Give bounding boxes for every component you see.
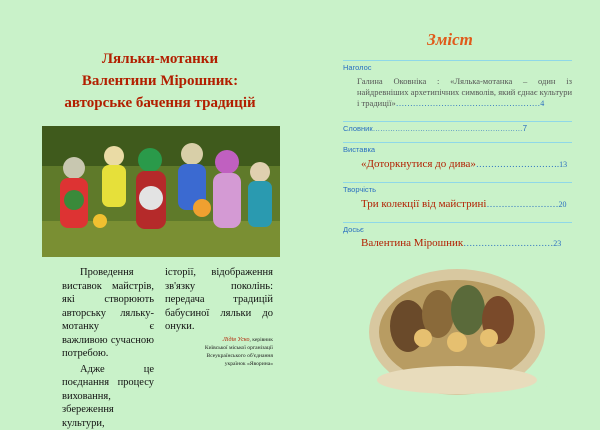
toc-entry[interactable] [343, 199, 572, 210]
toc-section-emphasis[interactable] [343, 60, 572, 109]
signature-block [165, 336, 273, 368]
entry-page: 20 [558, 200, 566, 209]
entry-text: Галина Оковніка : «Лялька-мотанка – один із найдревніших архетипічних символів, який єднає культури і традиції» [357, 76, 572, 108]
paragraph-3: історії, відображення зв'язку поколінь: передача традицій бабусиної ляльки до онуки. [165, 266, 273, 334]
section-label: Творчість [343, 185, 572, 194]
text-column-2 [165, 266, 273, 334]
title-line-2: Валентини Мірошник: [40, 70, 280, 92]
title-line-3: авторське бачення традицій [40, 92, 280, 114]
section-label: Словник [343, 124, 373, 133]
toc-entry[interactable] [343, 124, 572, 133]
title-line-1: Ляльки-мотанки [40, 48, 280, 70]
toc-entry[interactable] [343, 76, 572, 109]
entry-text: Валентина Мірошник [361, 237, 463, 249]
left-page [0, 0, 300, 424]
entry-text: «Доторкнутися до дива» [361, 158, 476, 170]
text-column-1 [62, 266, 154, 430]
right-page [300, 0, 600, 424]
entry-dots: ………………………. [476, 159, 559, 169]
paragraph-1: Проведення виставок майстрів, які створюють авторську ляльку-мотанку є важливою сучасною потребою. [62, 266, 154, 361]
toc-section-creativity[interactable] [343, 182, 572, 210]
entry-dots: …………………………………………………… [373, 124, 523, 133]
entry-page: 13 [559, 160, 567, 169]
entry-page: 7 [523, 124, 527, 133]
article-title [40, 48, 280, 114]
signature-role: , керівник [249, 337, 273, 343]
entry-text: Три колекції від майстрині [361, 198, 486, 210]
signature-org-3: українок «Яворина» [165, 360, 273, 368]
signature-org-2: Всеукраїнського об'єднання [165, 352, 273, 360]
entry-dots: ………………………… [463, 238, 553, 248]
toc-section-exhibition[interactable] [343, 142, 572, 170]
toc-section-dossier[interactable] [343, 222, 572, 249]
signature-name: Лідія Уско [223, 337, 250, 343]
section-label: Виставка [343, 145, 572, 154]
toc-entry[interactable] [343, 159, 572, 170]
signature-org-1: Київської міської організації [165, 344, 273, 352]
toc-entry[interactable] [343, 238, 572, 249]
entry-page: 23 [553, 239, 561, 248]
entry-dots: …………………… [486, 199, 558, 209]
entry-dots: …………………………………………… [396, 98, 541, 108]
section-label: Досьє [343, 225, 572, 234]
toc-title: Зміст [300, 30, 600, 50]
section-label: Наголос [343, 63, 572, 72]
dolls-bowl-photo [368, 268, 547, 396]
dolls-photo [42, 126, 280, 257]
entry-page: 4 [540, 99, 544, 108]
toc-section-dictionary[interactable] [343, 121, 572, 133]
paragraph-2: Адже це поєднання процесу виховання, збереження культури, [62, 363, 154, 430]
